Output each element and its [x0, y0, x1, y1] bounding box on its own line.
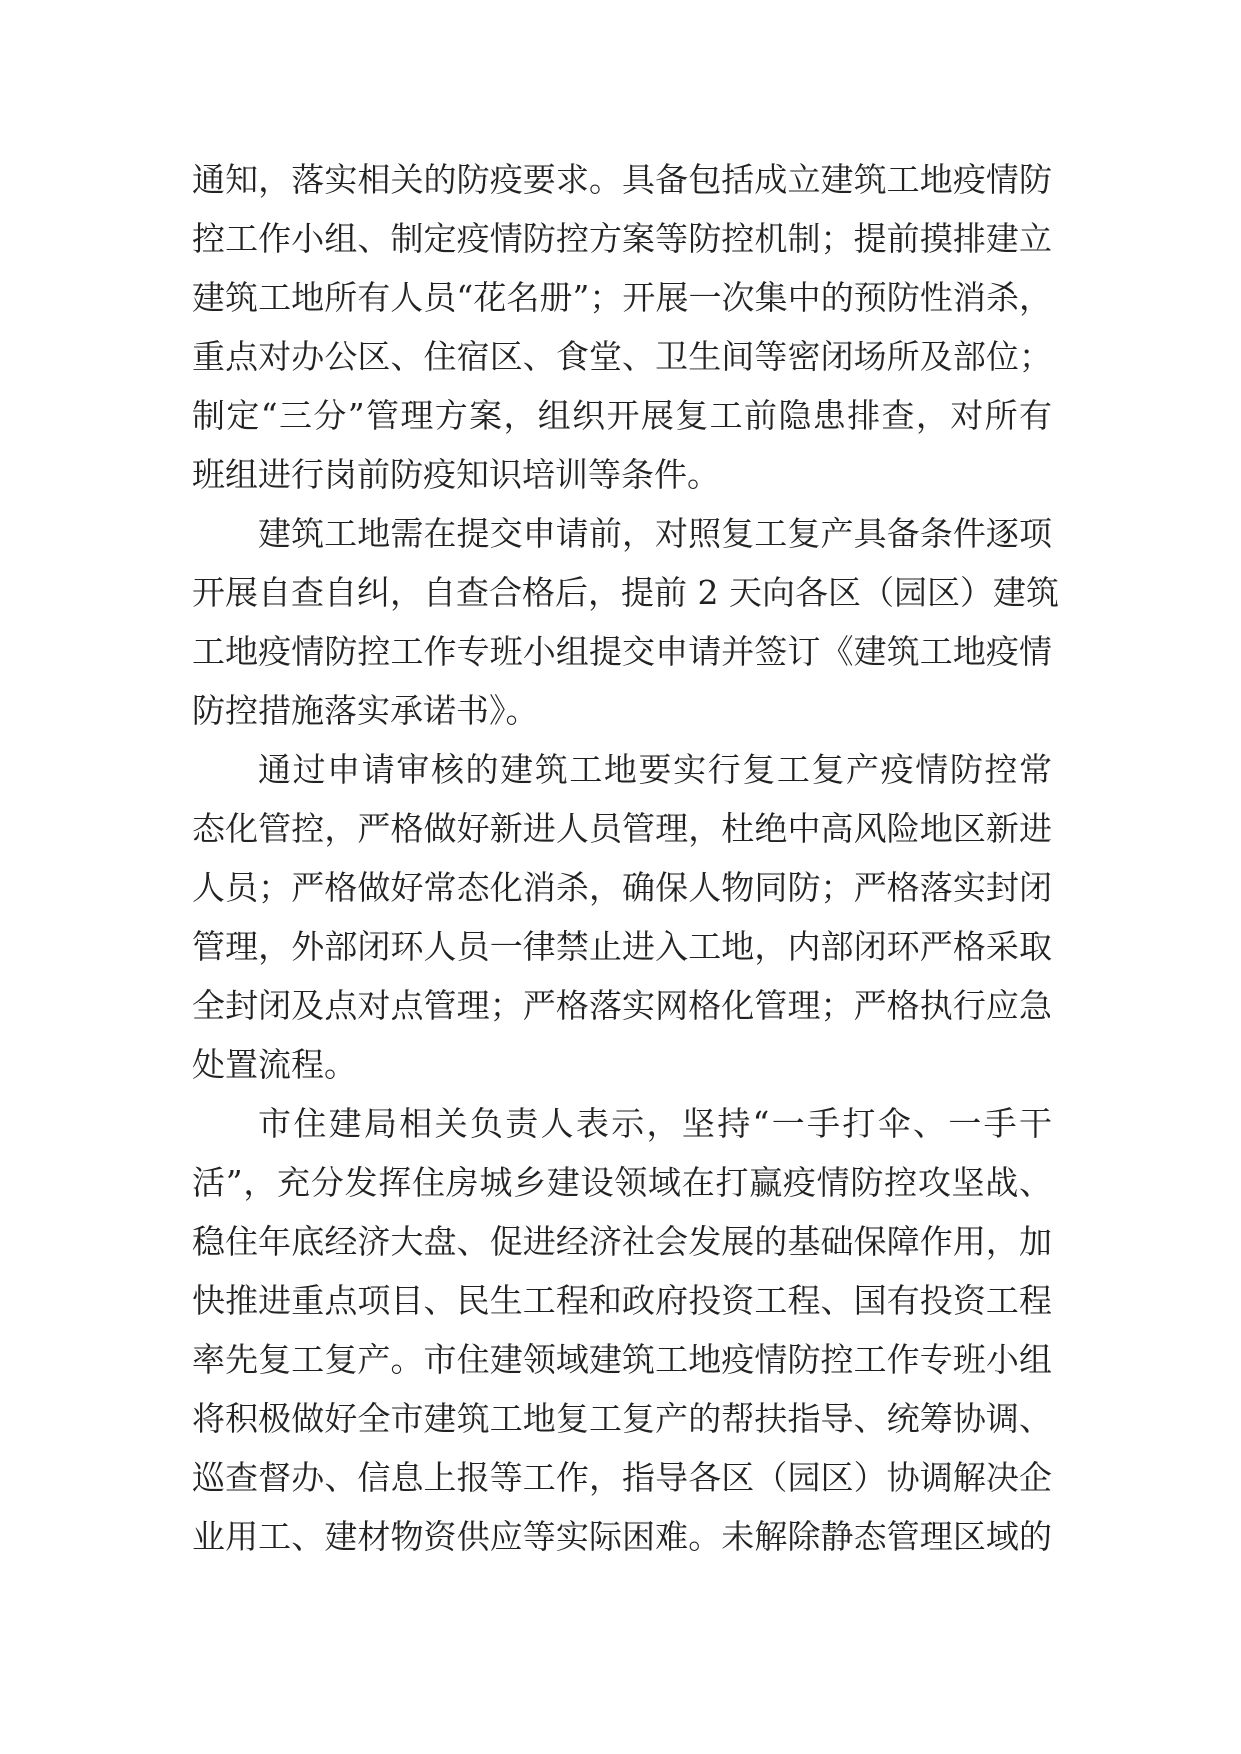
paragraph-1-line-6: 班组进行岗前防疫知识培训等条件。: [192, 455, 720, 494]
paragraph-2-line-2: 开展自查自纠，自查合格后，提前 2 天向各区（园区）建筑: [192, 573, 1059, 612]
paragraph-3-line-4: 管理，外部闭环人员一律禁止进入工地，内部闭环严格采取: [192, 927, 1052, 966]
paragraph-4-line-1: 市住建局相关负责人表示，坚持“一手打伞、一手干: [258, 1104, 1052, 1143]
paragraph-1-line-5: 制定“三分”管理方案，组织开展复工前隐患排查，对所有: [192, 396, 1052, 435]
paragraph-4-line-6: 将积极做好全市建筑工地复工复产的帮扶指导、统筹协调、: [192, 1399, 1052, 1438]
paragraph-4-line-5: 率先复工复产。市住建领域建筑工地疫情防控工作专班小组: [192, 1340, 1052, 1379]
paragraph-1-line-4: 重点对办公区、住宿区、食堂、卫生间等密闭场所及部位；: [192, 337, 1052, 376]
paragraph-3-line-5: 全封闭及点对点管理；严格落实网格化管理；严格执行应急: [192, 986, 1052, 1025]
paragraph-3-line-3: 人员；严格做好常态化消杀，确保人物同防；严格落实封闭: [192, 868, 1052, 907]
paragraph-4-line-7: 巡查督办、信息上报等工作，指导各区（园区）协调解决企: [192, 1458, 1052, 1497]
paragraph-4-line-3: 稳住年底经济大盘、促进经济社会发展的基础保障作用，加: [192, 1222, 1052, 1261]
paragraph-2-line-1: 建筑工地需在提交申请前，对照复工复产具备条件逐项: [258, 514, 1052, 553]
paragraph-2-line-3: 工地疫情防控工作专班小组提交申请并签订《建筑工地疫情: [192, 632, 1052, 671]
paragraph-1-line-1: 通知，落实相关的防疫要求。具备包括成立建筑工地疫情防: [192, 160, 1052, 199]
paragraph-3-line-1: 通过申请审核的建筑工地要实行复工复产疫情防控常: [258, 750, 1052, 789]
paragraph-4-line-8: 业用工、建材物资供应等实际困难。未解除静态管理区域的: [192, 1517, 1052, 1556]
paragraph-1-line-3: 建筑工地所有人员“花名册”；开展一次集中的预防性消杀，: [192, 278, 1052, 317]
paragraph-1-line-2: 控工作小组、制定疫情防控方案等防控机制；提前摸排建立: [192, 219, 1052, 258]
paragraph-4-line-4: 快推进重点项目、民生工程和政府投资工程、国有投资工程: [192, 1281, 1052, 1320]
paragraph-3-line-2: 态化管控，严格做好新进人员管理，杜绝中高风险地区新进: [192, 809, 1052, 848]
paragraph-2-line-4: 防控措施落实承诺书》。: [192, 691, 539, 730]
paragraph-3-line-6: 处置流程。: [192, 1045, 357, 1084]
paragraph-4-line-2: 活”，充分发挥住房城乡建设领域在打赢疫情防控攻坚战、: [192, 1163, 1052, 1202]
document-body: [192, 150, 1059, 1566]
